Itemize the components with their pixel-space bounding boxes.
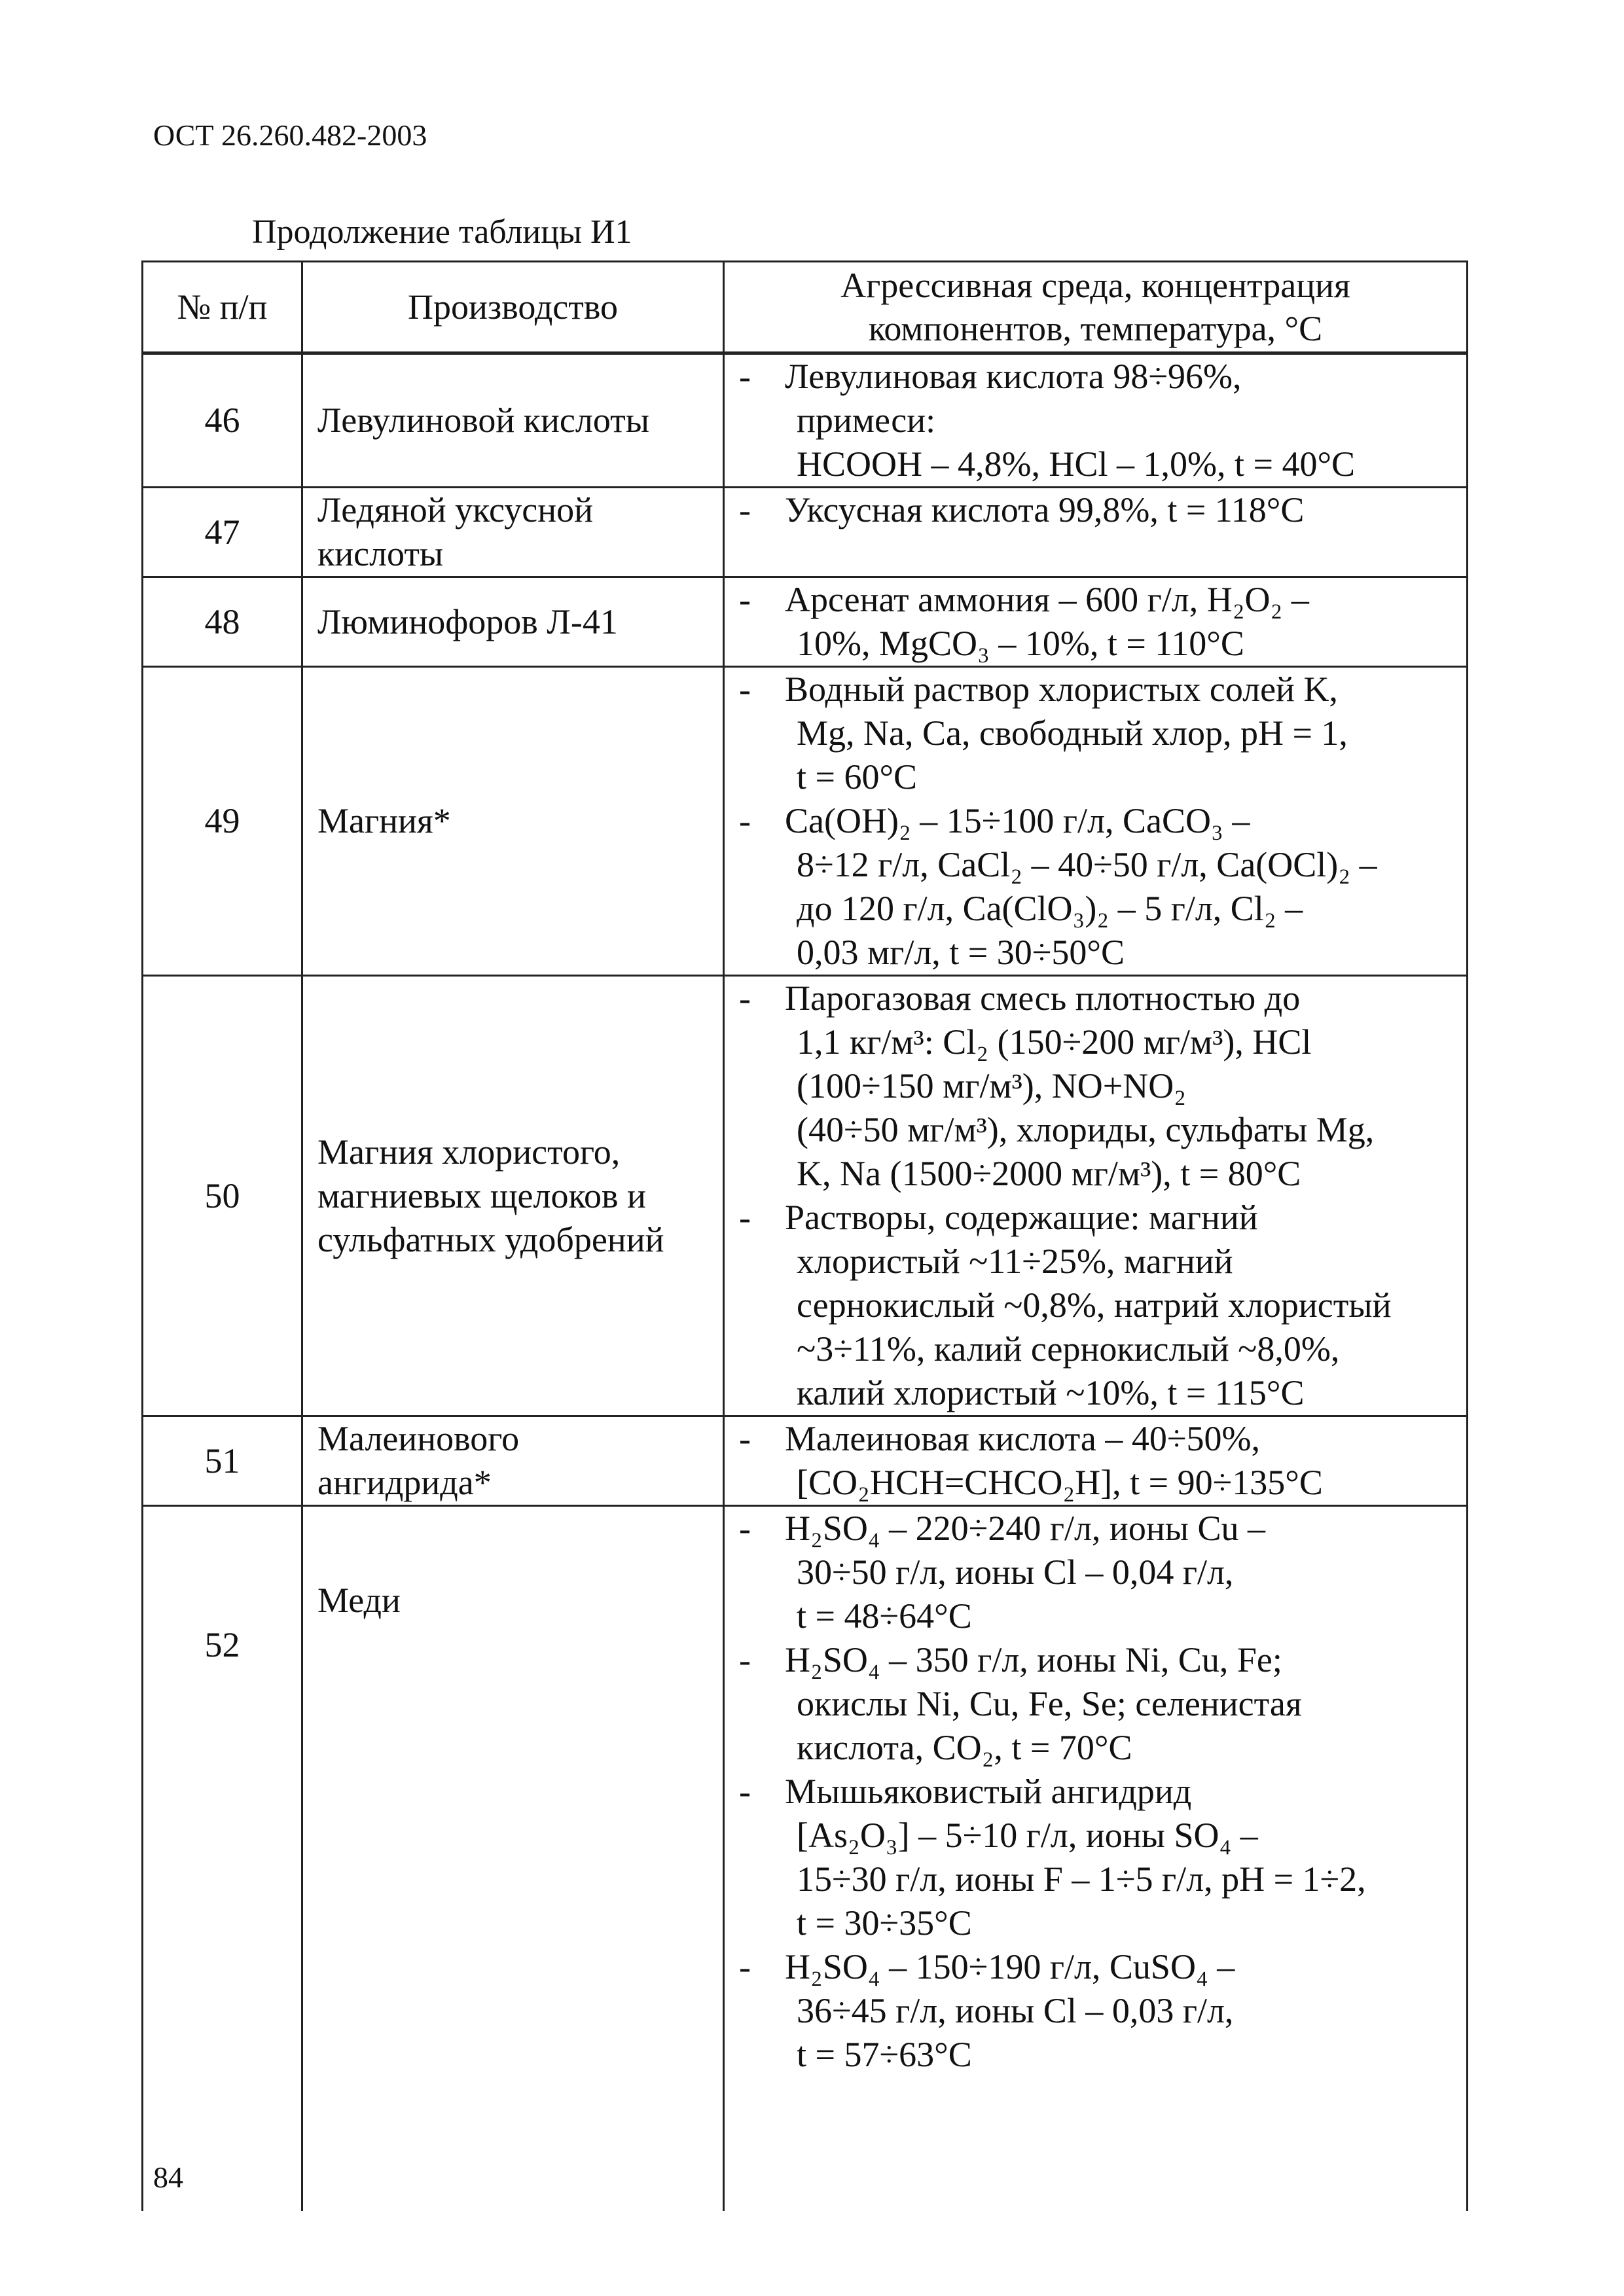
table-row [143,1506,1468,2212]
media-line: K, Na (1500÷2000 мг/м³), t = 80°C [797,1154,1301,1193]
row-number: 46 [143,353,302,488]
media-item [736,668,1460,799]
row-number: 51 [143,1416,302,1506]
media-line: H₂SO₄ – 150÷190 г/л, CuSO₄ – [785,1947,1235,1986]
media-line: Малеиновая кислота – 40÷50%, [785,1419,1260,1458]
media-item [736,1417,1460,1505]
table-row [143,976,1468,1416]
header-num: № п/п [143,262,302,353]
media-line: HCOOH – 4,8%, HCl – 1,0%, t = 40°C [797,444,1356,484]
media-line: окислы Ni, Cu, Fe, Se; селенистая [797,1684,1302,1723]
table-row [143,488,1468,577]
media-line: 10%, MgCO₃ – 10%, t = 110°C [797,624,1244,663]
production-line: кислоты [317,534,444,573]
media-line: сернокислый ~0,8%, натрий хлористый [797,1285,1392,1325]
media-line: (40÷50 мг/м³), хлориды, сульфаты Mg, [797,1110,1375,1149]
media-line: t = 57÷63°C [797,2035,972,2074]
production-line: Малеинового [317,1419,520,1458]
list-dash: - [739,1772,751,1811]
media-item [736,1770,1460,1945]
list-dash: - [739,357,751,396]
row-production: Меди [302,1506,724,2212]
list-dash: - [739,801,751,840]
table-header-row [143,262,1468,353]
substances-table-container [141,260,1466,2211]
list-dash: - [739,1509,751,1548]
list-dash: - [739,1419,751,1458]
media-line: кислота, CO₂, t = 70°C [797,1728,1132,1767]
media-line: Мышьяковистый ангидрид [785,1772,1192,1811]
production-line: ангидрида* [317,1463,492,1502]
table-body [143,353,1468,2212]
row-media [724,1416,1468,1506]
media-line: Растворы, содержащие: магний [785,1198,1258,1237]
row-media [724,577,1468,667]
media-text [785,1945,1460,2077]
media-line: 1,1 кг/м³: Cl₂ (150÷200 мг/м³), HCl [797,1022,1312,1062]
list-dash: - [739,580,751,619]
media-line: ~3÷11%, калий сернокислый ~8,0%, [797,1329,1340,1369]
row-production [302,488,724,577]
media-item [736,799,1460,975]
media-line: калий хлористый ~10%, t = 115°C [797,1373,1305,1412]
media-line: (100÷150 мг/м³), NO+NO₂ [797,1066,1187,1105]
production-line: Магния хлористого, [317,1132,621,1172]
row-media [724,353,1468,488]
list-dash: - [739,1640,751,1679]
media-line: 0,03 мг/л, t = 30÷50°C [797,933,1125,972]
media-line: Парогазовая смесь плотностью до [785,978,1301,1018]
row-production: Магния* [302,667,724,976]
row-production [302,1416,724,1506]
document-code: ОСТ 26.260.482-2003 [153,118,427,152]
media-line: 36÷45 г/л, ионы Cl – 0,03 г/л, [797,1991,1234,2030]
media-line: Левулиновая кислота 98÷96%, [785,357,1242,396]
table-row [143,1416,1468,1506]
row-media [724,667,1468,976]
media-text [785,1507,1460,1638]
media-item [736,1945,1460,2077]
substances-table [141,260,1468,2211]
media-line: t = 48÷64°C [797,1596,972,1636]
row-production: Левулиновой кислоты [302,353,724,488]
media-line: 30÷50 г/л, ионы Cl – 0,04 г/л, [797,1552,1234,1592]
list-dash: - [739,490,751,529]
row-production: Люминофоров Л-41 [302,577,724,667]
media-item [736,488,1460,532]
media-text [785,1417,1460,1505]
media-line: t = 30÷35°C [797,1903,972,1943]
table-row [143,353,1468,488]
media-item [736,1196,1460,1415]
media-text [785,488,1460,532]
row-media [724,488,1468,577]
media-line: Арсенат аммония – 600 г/л, H₂O₂ – [785,580,1309,619]
media-line: до 120 г/л, Ca(ClO₃)₂ – 5 г/л, Cl₂ – [797,889,1303,928]
media-line: t = 60°C [797,757,918,797]
row-media [724,1506,1468,2212]
list-dash: - [739,1198,751,1237]
media-text [785,977,1460,1196]
media-item [736,355,1460,486]
media-text [785,578,1460,666]
row-number: 50 [143,976,302,1416]
production-line: Ледяной уксусной [317,490,594,529]
row-number: 47 [143,488,302,577]
row-number: 52 [143,1506,302,2212]
list-dash: - [739,978,751,1018]
media-line: [As₂O₃] – 5÷10 г/л, ионы SO₄ – [797,1816,1258,1855]
table-caption: Продолжение таблицы И1 [252,213,632,251]
media-text [785,1638,1460,1770]
media-line: 15÷30 г/л, ионы F – 1÷5 г/л, pH = 1÷2, [797,1859,1366,1899]
media-item [736,578,1460,666]
media-item [736,1507,1460,1638]
media-line: Водный раствор хлористых солей K, [785,670,1338,709]
media-text [785,355,1460,486]
media-line: Mg, Na, Ca, свободный хлор, pH = 1, [797,713,1348,753]
media-text [785,1770,1460,1945]
header-production: Производство [302,262,724,353]
header-media-line1: Агрессивная среда, концентрация [840,266,1350,305]
media-line: H₂SO₄ – 350 г/л, ионы Ni, Cu, Fe; [785,1640,1282,1679]
row-production [302,976,724,1416]
media-line: H₂SO₄ – 220÷240 г/л, ионы Cu – [785,1509,1266,1548]
media-line: Ca(OH)₂ – 15÷100 г/л, CaCO₃ – [785,801,1250,840]
media-text [785,668,1460,799]
page-number: 84 [153,2161,183,2194]
media-text [785,1196,1460,1415]
media-line: Уксусная кислота 99,8%, t = 118°C [785,490,1305,529]
row-number: 49 [143,667,302,976]
media-line: [CO₂HCH=CHCO₂H], t = 90÷135°C [797,1463,1323,1502]
media-line: хлористый ~11÷25%, магний [797,1242,1233,1281]
production-line: сульфатных удобрений [317,1219,664,1259]
header-media [724,262,1468,353]
table-row [143,667,1468,976]
media-item [736,977,1460,1196]
media-line: примеси: [797,401,936,440]
media-text [785,799,1460,975]
production-line: магниевых щелоков и [317,1175,646,1215]
media-item [736,1638,1460,1770]
list-dash: - [739,670,751,709]
media-line: 8÷12 г/л, CaCl₂ – 40÷50 г/л, Ca(OCl)₂ – [797,845,1377,884]
row-media [724,976,1468,1416]
row-number: 48 [143,577,302,667]
table-row [143,577,1468,667]
list-dash: - [739,1947,751,1986]
header-media-line2: компонентов, температура, °С [868,309,1323,348]
